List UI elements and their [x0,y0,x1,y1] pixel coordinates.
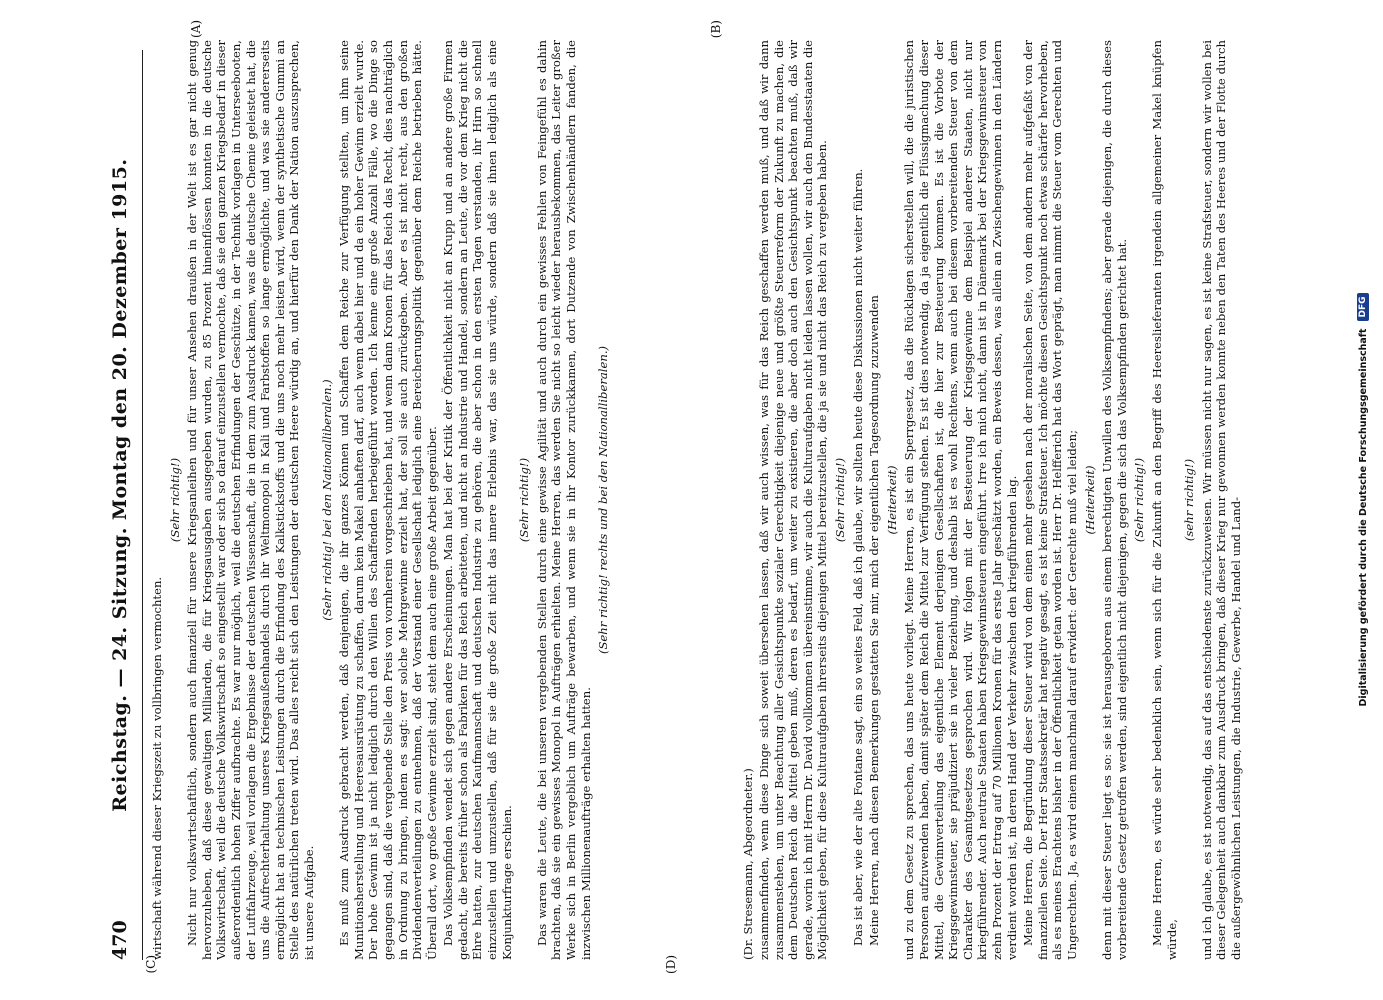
column-right [150,40,723,960]
paragraph: Nicht nur volkswirtschaftlich, sondern auch finanziell für unsere Kriegsanleihen und für unser Ansehen draußen in der Welt ist es gar nicht genug hervorzuheben, daß diese gewaltigen Milliarden, die für Kriegsausgaben ausgegeben wurden, zu 85 Prozent hineinflössen konnten in die deutsche Volkswirtschaft, weil die deutsche Volkswirtschaft so eingestellt war oder sich so darauf einzustellen vermochte, daß sie den ganzen Kriegsbedarf in dieser außerordentlich hohen Ziffer aufbrachte. Es war nur möglich, weil die deutschen Erfindungen der Geschütze, in der Technik vorlagen in Unterseebooten, der Luftfahrzeuge, weil vorlagen die Ergebnisse der deutschen Wissenschaft, die in dem zum Ausdruck kamen, was die deutsche Chemie geleistet hat, die uns die Aufrechterhaltung unseres Kriegsaußenhandels durch ihr Weltmonopol in Kali und Farbstoffen so lange ermöglichte, und was sie andererseits ermöglicht hat an technischen Leistungen durch die Erfindung des Kalkstickstoffs und die uns noch mehr leisten wird, wenn der synthetische Gummi an Stelle des natürlichen treten wird. Das alles reicht sich den Leistungen der deutschen Heere würdig an, und hierfür den Dank der Nation auszusprechen, ist unsere Aufgabe. [185,40,316,960]
paragraph: zusammenfinden, wenn diese Dinge sich soweit übersehen lassen, daß wir auch wissen, was für das Reich geschaffen werden muß, und daß wir dann zusammenstehen, um unter Beachtung aller Gesichtspunkte sozialer Gerechtigkeit diejenige neue und größte Steuerreform der Zukunft zu machen, die dem Deutschen Reich die Mittel geben muß, deren es bedarf, um weiter zu existieren, die aber doch auch den Gesichtspunkt beachten muß, daß wir gerade, worin ich mit Herrn Dr. David vollkommen übereinstimme, wir auch die Kulturaufgaben nicht leiden lassen wollen, wir auch den Bundesstaaten die Möglichkeit geben, für diese Kulturaufgaben ihrerseits diejenigen Mittel bereitzustellen, die ja sie und nicht das Reich zu vergeben haben. [757,40,830,960]
margin-marker-b: (B) [709,20,723,39]
paragraph: Es muß zum Ausdruck gebracht werden, daß denjenigen, die ihr ganzes Können und Schaffen dem Reiche zur Verfügung stellten, um ihm seine Munitionsherstellung und Heeresausrüstung zu schaffen, darum kein Makel anhaften darf, auch wenn dabei hier und da ein hoher Gewinn erzielt wurde. Der hohe Gewinn ist ja nicht lediglich durch den Willen des Schaffenden herbeigeführt worden. Ich kenne eine große Anzahl Fälle, wo die Dinge so gegangen sind, daß die vergebende Stelle den Preis von vornherein vorgeschrieben hat, und wenn dann Kronen für das Reich das Recht, dies nachträglich in Ordnung zu bringen, indem es sagt: wer solche Mehrgewinne erzielt hat, der soll sie auch zurückgeben. Aber es ist nicht recht, aus den großen Dividendenverteilungen zu entnehmen, daß der Vorstand einer Gesellschaft lediglich eine Bereicherungspolitik gegenüber dem Reiche betrieben hätte. Überall dort, wo große Gewinne erzielt sind, steht dem auch eine große Arbeit gegenüber. [337,40,439,960]
paragraph: Das Volksempfinden wendet sich gegen andere Erscheinungen. Man hat bei der Kritik der Öffentlichkeit nicht an Krupp und an andere große Firmen gedacht, die bereits früher schon als Fabriken für das Reich arbeiteten, und nicht an Industrie und Handel, sondern an Leute, die vor dem Krieg nicht die Ehre hatten, zur deutschen Kaufmannschaft und deutschen Industrie zu gehören, die aber schon in den ersten Tagen verstanden, ihr Hirn so schnell einzustellen und umzustellen, daß für sie die große Zeit nicht das innere Erlebnis war, das sie uns würde, sondern daß sie ihnen lediglich als eine Konjunkturfrage erschien. [441,40,514,960]
paragraph: Meine Herren, es würde sehr bedenklich sein, wenn sich für die Zukunft an den Begriff des Heereslieferanten irgendein allgemeiner Makel knüpfen würde, [1149,40,1179,960]
interjection: (Sehr richtig! rechts und bei den Nationalliberalen.) [596,345,611,655]
margin-marker-c: (C) [144,955,158,974]
interjection: (Sehr richtig!) [1132,457,1147,543]
paragraph: Meine Herren, die Begründung dieser Steuer wird von dem einen mehr gesehen nach der moralischen Seite, von dem andern mehr aufgefaßt von der finanziellen Seite. Der Herr Staatssekretär hat negativ gesagt, es ist keine Strafsteuer. Ich möchte diesen Gesichtspunkt noch etwas schärfer hervorheben, als es meines Erachtens bisher in der Öffentlichkeit getan worden ist. Herr Dr. Helfferich hat das Wort geprägt, man nimmt die Steuer vom Gerechten und Ungerechten. Ja, es wird einem manchmal darauf erwidert: der Gerechte muß viel leiden; [1021,40,1079,960]
column-left [741,40,1314,960]
interjection: (Sehr richtig!) [833,457,848,543]
page-header [105,50,135,960]
running-title: Reichstag. — 24. Sitzung. Montag den 20. Dezember 1915. [109,158,131,812]
interjection: (Sehr richtig!) [167,457,182,543]
speaker-line: (Dr. Stresemann, Abgeordneter.) [740,768,755,960]
two-column-body [150,40,1313,960]
header-rule [142,50,143,960]
interjection: (Heiterkeit) [884,465,899,535]
paragraph: Das ist aber, wie der alte Fontane sagt, ein so weites Feld, daß ich glaube, wir sollten heute diese Diskussionen nicht weiter führen. [850,168,865,946]
paragraph: Meine Herren, nach diesen Bemerkungen gestatten Sie mir, mich der eigentlichen Tagesordnung zuzuwenden [867,295,882,946]
page-number: 470 [109,920,131,960]
digitization-note: Digitalisierung gefördert durch die Deutsche Forschungsgemeinschaft [1357,328,1369,707]
interjection: (Sehr richtig! bei den Nationalliberalen.) [319,379,334,621]
paragraph: Das waren die Leute, die bei unseren vergebenden Stellen durch eine gewisse Agilität und auch durch ein gewisses Fehlen von Feingefühl es dahin brachten, daß sie ein gewisses Monopol in Aufträgen erhielten. Meine Herren, das werden Sie nicht so leicht wieder herausbekommen, das Leiter großer Werke sich in Berlin vergeblich um Aufträge bewarben, und wenn sie in ihr Kontor zurückkamen, dort Dutzende von Zwischenhändlern fanden, die inzwischen Millionenaufträge erhalten hatten. [534,40,593,960]
interjection: (sehr richtig!) [1182,458,1197,542]
interjection: (Heiterkeit) [1082,465,1097,535]
digitization-credit [1343,0,1383,1000]
margin-marker-d: (D) [664,955,678,974]
interjection: (Sehr richtig!) [517,457,532,543]
paragraph: denn mit dieser Steuer liegt es so: sie ist herausgeboren aus einem berechtigten Unwillen des Volksempfindens; aber gerade diejenigen, die durch dieses vorbereitende Gesetz getroffen werden, sind eigentlich nicht diejenigen, gegen die sich das Volksempfinden gerichtet hat. [1100,40,1129,960]
dfg-logo: DFG [1357,294,1369,321]
margin-marker-a: (A) [189,20,203,39]
paragraph: wirtschaft während dieser Kriegszeit zu vollbringen vermochten. [150,576,164,960]
paragraph: und zu dem Gesetz zu sprechen, das uns heute vorliegt. Meine Herren, es ist ein Sperrgesetz, das die Rücklagen sicherstellen will, die die juristischen Personen aufzuwenden haben, damit später dem Reich die Mittel zur Verfügung stehen. Es ist dies notwendig, da ja eigentlich die Flüssigmachung dieser Mittel, die Gewinnverteilung das eigentliche Element derjenigen Gesellschaften ist, die hier zur Besteuerung kommen. Es ist die Vorbote der Kriegsgewinnsteuer, sie präjudiziert sie in vieler Beziehung, und deshalb ist es wohl Rechtens, wenn auch bei diesem vorbereitenden Steuer von dem Charakter des Gesamtgesetzes gesprochen wird. Wir folgen mit der Besteuerung der Kriegsgewinne dem Beispiel anderer Staaten, nicht nur kriegführender. Auch neutrale Staaten haben Kriegsgewinnsteuern eingeführt. Irre ich mich nicht, dann ist in Dänemark bei der Kriegsgewinnsteuer von zehn Prozent der Ertrag auf 70 Millionen Kronen für das erste Jahr geschätzt worden, ein Beweis dessen, was allein an Zwischengewinnen in den Ländern verdient worden ist, in deren Hand der Verkehr zwischen den kriegführenden lag. [902,40,1019,960]
paragraph: und ich glaube, es ist notwendig, das auf das entschiedenste zurückzuweisen. Wir müssen nicht nur sagen, es ist keine Strafsteuer, sondern wir wollen bei dieser Gelegenheit auch dankbar zum Ausdruck bringen, daß dieser Krieg nur gewonnen werden konnte neben den Taten des Heeres und der Flotte durch die außergewöhnlichen Leistungen, die Industrie, Gewerbe, Handel und Land- [1199,40,1243,960]
